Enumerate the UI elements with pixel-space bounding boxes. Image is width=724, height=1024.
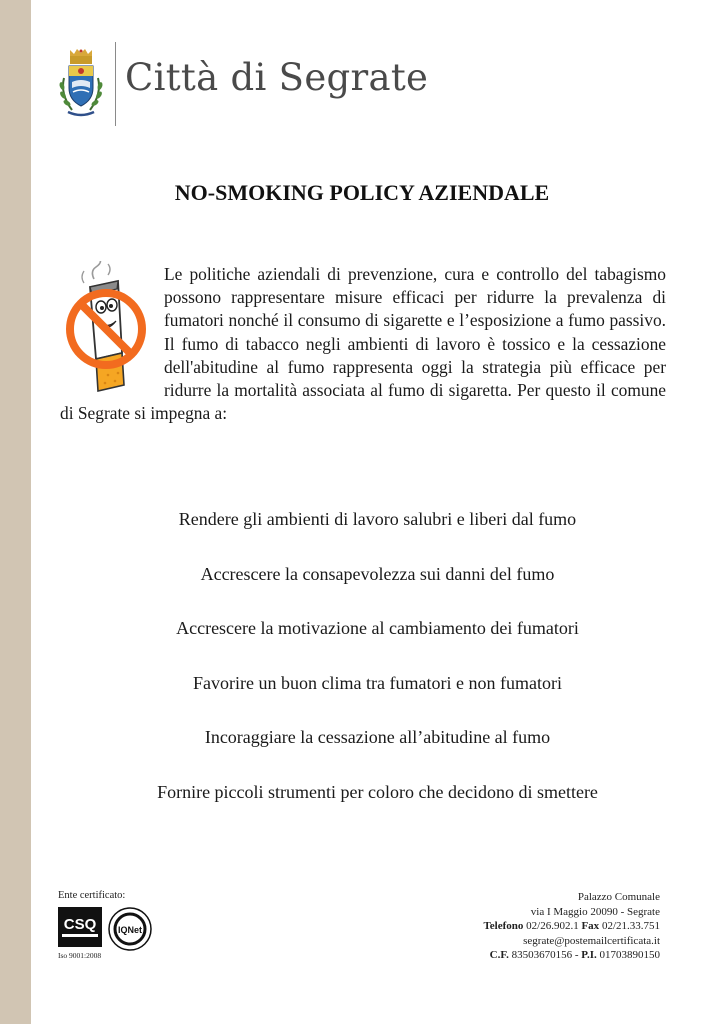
document-title: NO-SMOKING POLICY AZIENDALE: [174, 180, 550, 205]
certified-label: Ente certificato:: [58, 890, 126, 901]
contact-block: [483, 890, 660, 963]
commitment-item: Accrescere la consapevolezza sui danni del fumo: [200, 563, 555, 584]
commitment-list: [31, 506, 724, 834]
address-name: Palazzo Comunale: [577, 891, 660, 903]
certification-block: [58, 890, 218, 960]
side-band: [0, 0, 31, 1024]
certification-logos: [58, 907, 218, 960]
email-address: segrate@postemailcertificata.it: [523, 934, 660, 947]
no-smoking-cigarette-icon: [62, 261, 154, 397]
phone-label: Telefono: [483, 920, 524, 933]
csq-logo-text: CSQ: [63, 916, 97, 933]
commitment-item: Incoraggiare la cessazione all’abitudine al fumo: [204, 727, 551, 748]
commitment-item: Rendere gli ambienti di lavoro salubri e liberi dal fumo: [178, 509, 577, 529]
header-divider: [115, 42, 116, 126]
cf-label: C.F.: [489, 949, 509, 962]
tax-ids-line: C.F. 83503670156 - P.I. 01703890150: [489, 949, 660, 962]
phone-fax-line: [483, 919, 660, 934]
segrate-coat-of-arms-icon: [58, 48, 104, 120]
phone-value: 02/26.902.1: [526, 920, 579, 933]
fax-label: Fax: [581, 920, 600, 933]
iqnet-logo-text: IQNet: [117, 925, 143, 935]
address-street: via I Maggio 20090 - Segrate: [530, 905, 660, 918]
commitment-item: Favorire un buon clima tra fumatori e non fumatori: [193, 672, 562, 693]
pi-value: 01703890150: [599, 949, 660, 962]
commitment-item: Fornire piccoli strumenti per coloro che decidono di smettere: [157, 781, 598, 802]
cf-value: 83503670156: [511, 949, 573, 962]
csq-logo-icon: [58, 907, 102, 947]
iqnet-logo-icon: [108, 907, 152, 951]
fax-value: 02/21.33.751: [601, 920, 660, 933]
intro-paragraph: Le politiche aziendali di prevenzione, cura e controllo del tabagismo possono rappresentare misure efficaci per ridurre la prevalenza di fumatori nonché il consumo di sigarette e l’esposizione a fumo passivo. Il fumo di tabacco negli ambienti di lavoro è tossico e la cessazione dell'abitudine al fumo rappresenta oggi la strategia più efficace per ridurre la mortalità associata al fumo di sigaretta. Per questo il comune di Segrate si impegna a:: [60, 264, 666, 424]
commitment-item: Accrescere la motivazione al cambiamento dei fumatori: [176, 618, 579, 639]
iso-label: Iso 9001:2008: [58, 951, 102, 960]
page-header: [56, 42, 436, 130]
intro-section: [60, 263, 666, 425]
city-name: Città di Segrate: [125, 56, 429, 99]
pi-label: P.I.: [581, 949, 597, 962]
